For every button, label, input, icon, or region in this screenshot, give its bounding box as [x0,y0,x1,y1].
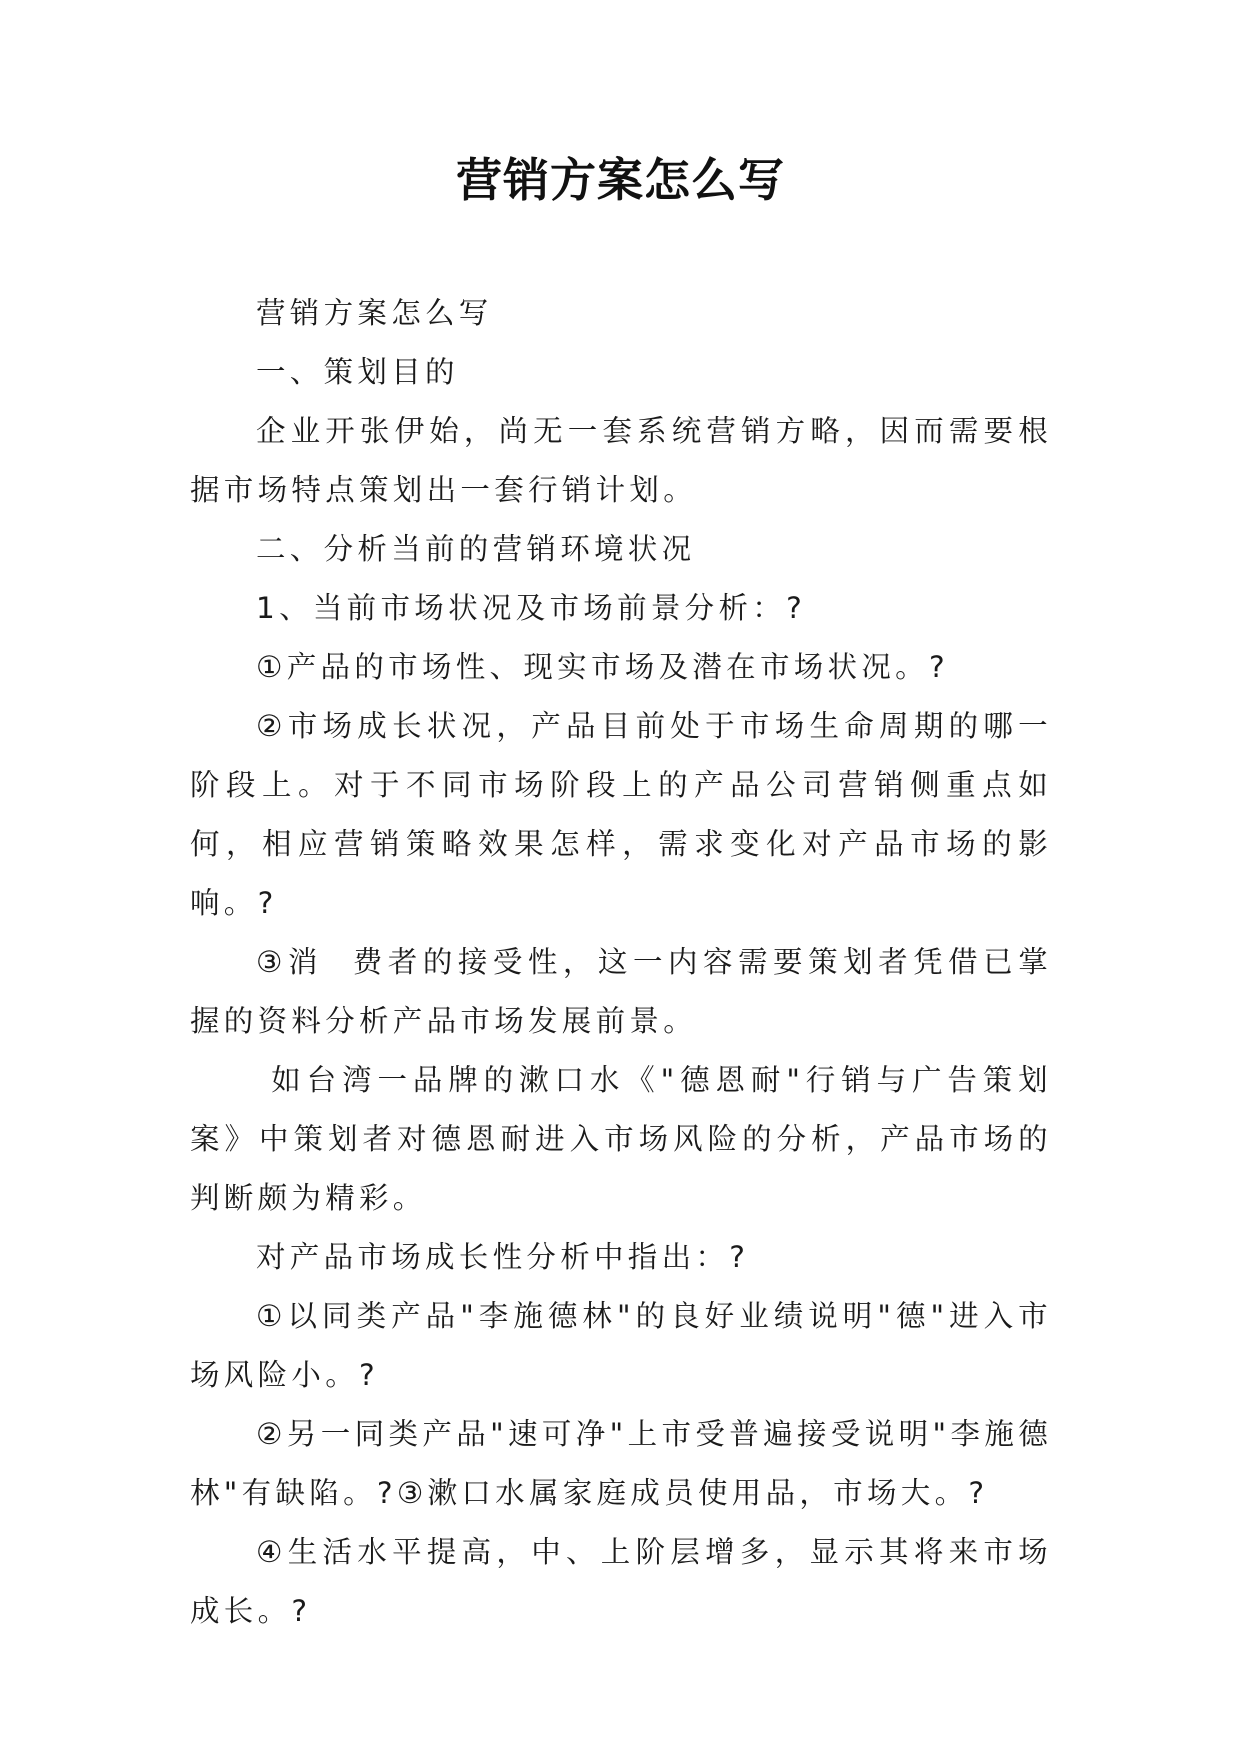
paragraph-example: 如台湾一品牌的漱口水《"德恩耐"行销与广告策划案》中策划者对德恩耐进入市场风险的分析，产品市场的判断颇为精彩。 [190,1063,1052,1215]
document-body [190,284,1052,1641]
list-item-growth-4: ④生活水平提高，中、上阶层增多，显示其将来市场成长。? [190,1535,1052,1628]
list-item-growth-1: ①以同类产品"李施德林"的良好业绩说明"德"进入市场风险小。? [190,1299,1052,1392]
section-heading-purpose: 一、策划目的 [256,355,459,389]
paragraph-growth-intro: 对产品市场成长性分析中指出：? [256,1240,750,1274]
document-title: 营销方案怎么写 [456,153,785,207]
list-item-1: ①产品的市场性、现实市场及潜在市场状况。? [256,650,949,684]
section-heading-environment: 二、分析当前的营销环境状况 [256,532,696,566]
paragraph-heading-repeat: 营销方案怎么写 [256,296,493,330]
paragraph-purpose: 企业开张伊始，尚无一套系统营销方略，因而需要根据市场特点策划出一套行销计划。 [190,414,1052,507]
list-item-2: ②市场成长状况，产品目前处于市场生命周期的哪一阶段上。对于不同市场阶段上的产品公司营销侧重点如何，相应营销策略效果怎样，需求变化对产品市场的影响。? [190,709,1052,920]
list-item-3: ③消 费者的接受性，这一内容需要策划者凭借已掌握的资料分析产品市场发展前景。 [190,945,1052,1038]
subsection-heading-market: 1、当前市场状况及市场前景分析：? [256,591,807,625]
list-item-growth-2-3: ②另一同类产品"速可净"上市受普遍接受说明"李施德林"有缺陷。?③漱口水属家庭成员使用品，市场大。? [190,1417,1052,1510]
